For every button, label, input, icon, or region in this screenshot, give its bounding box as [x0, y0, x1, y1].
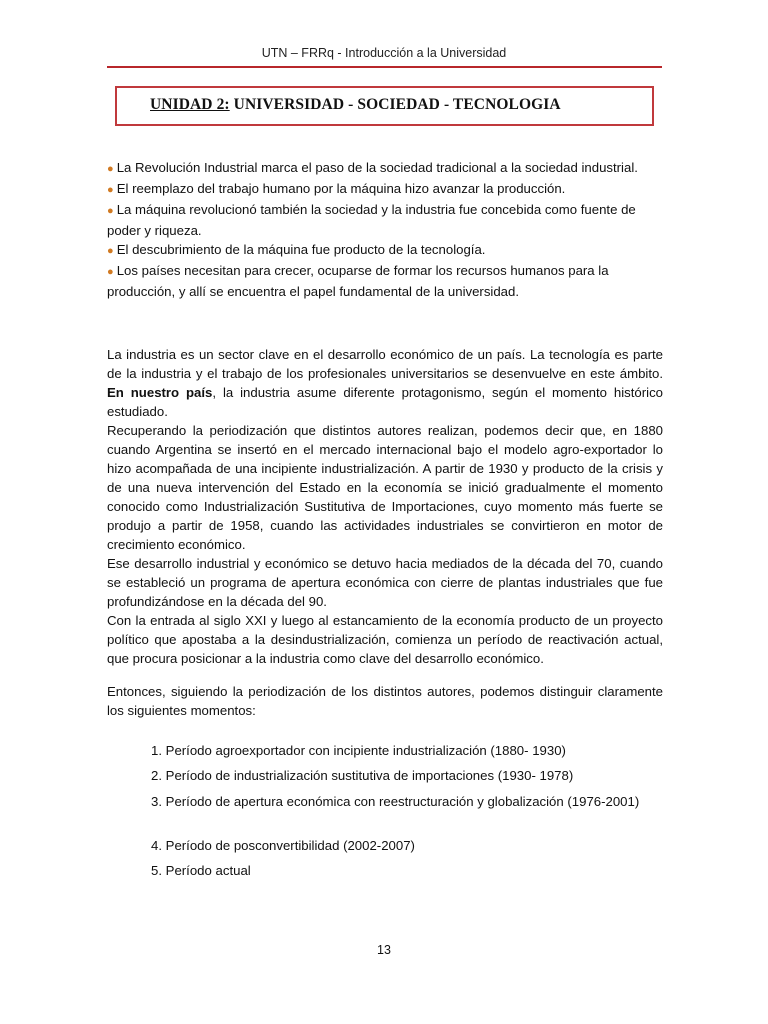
- bullet-item: [107, 200, 663, 240]
- period-item: [107, 792, 663, 811]
- bullet-text: La Revolución Industrial marca el paso de la sociedad tradicional a la sociedad industrial.: [116, 160, 638, 175]
- period-item: [107, 741, 663, 760]
- period-text: 2. Período de industrialización sustitutiva de importaciones (1930- 1978): [151, 768, 574, 783]
- bullet-text: Los países necesitan para crecer, ocuparse de formar los recursos humanos para la producción, y allí se encuentra el papel fundamental de la universidad.: [107, 263, 609, 299]
- bullet-text: El descubrimiento de la máquina fue producto de la tecnología.: [116, 242, 486, 257]
- bullet-list: [107, 158, 663, 301]
- period-text: 1. Período agroexportador con incipiente industrialización (1880- 1930): [151, 743, 566, 758]
- bullet-dot-icon: ●: [107, 163, 117, 175]
- unit-title-box: [115, 86, 654, 126]
- paragraph-reactivation: Con la entrada al siglo XXI y luego al estancamiento de la economía producto de un proyecto político que apostaba a la desindustrialización, comienza un período de reactivación actual, que procura posicionar a la industria como clave del desarrollo económico.: [107, 613, 663, 666]
- bullet-text: El reemplazo del trabajo humano por la máquina hizo avanzar la producción.: [116, 181, 566, 196]
- paragraph-industry: [107, 345, 663, 421]
- bullet-item: [107, 158, 663, 179]
- paragraph-text: La industria es un sector clave en el desarrollo económico de un país. La tecnología es parte de la industria y el trabajo de los profesionales universitarios se desenvuelve en este ámbito.: [107, 347, 663, 381]
- bullet-item: [107, 261, 663, 301]
- period-text: 5. Período actual: [151, 863, 251, 878]
- paragraph-summary: Entonces, siguiendo la periodización de los distintos autores, podemos distinguir claramente los siguientes momentos:: [107, 684, 663, 718]
- bullet-dot-icon: ●: [107, 266, 117, 278]
- period-item: [107, 861, 663, 880]
- bold-phrase: En nuestro país: [107, 385, 213, 400]
- bullet-dot-icon: ●: [107, 205, 117, 217]
- bullet-dot-icon: ●: [107, 184, 117, 196]
- bullet-text: La máquina revolucionó también la sociedad y la industria fue concebida como fuente de poder y riqueza.: [107, 202, 636, 238]
- paragraph-text: , la industria asume diferente protagonismo, según el momento histórico estudiado.: [107, 385, 663, 419]
- page-number: 13: [377, 943, 391, 957]
- header-rule: [107, 66, 662, 68]
- period-text: 4. Período de posconvertibilidad (2002-2007): [151, 838, 415, 853]
- period-text: 3. Período de apertura económica con reestructuración y globalización (1976-2001): [151, 794, 640, 809]
- paragraph-periodization: Recuperando la periodización que distintos autores realizan, podemos decir que, en 1880 cuando Argentina se insertó en el mercado internacional bajo el modelo agro-exportador lo hizo acompañada de una incipiente industrialización. A partir de 1930 y producto de la crisis y de una nueva intervención del Estado en la economía se inició gradualmente el momento conocido como Industrialización Sustitutiva de Importaciones, cuyo momento más fuerte se produjo a partir de 1958, cuando las actividades industriales se convirtieron en motor de crecimiento económico.: [107, 423, 663, 552]
- unit-label: UNIDAD 2:: [150, 96, 230, 113]
- bullet-item: [107, 179, 663, 200]
- period-item: [107, 766, 663, 785]
- body-text: [107, 345, 663, 720]
- paragraph-decline: Ese desarrollo industrial y económico se detuvo hacia mediados de la década del 70, cuando se estableció un programa de apertura económica con cierre de plantas industriales que fue profundizándose en la década del 90.: [107, 556, 663, 609]
- period-item: [107, 836, 663, 855]
- bullet-item: [107, 240, 663, 261]
- unit-heading: UNIVERSIDAD - SOCIEDAD - TECNOLOGIA: [229, 96, 561, 113]
- page-header: UTN – FRRq - Introducción a la Universidad: [261, 46, 507, 60]
- unit-title: [150, 96, 561, 114]
- bullet-dot-icon: ●: [107, 245, 117, 257]
